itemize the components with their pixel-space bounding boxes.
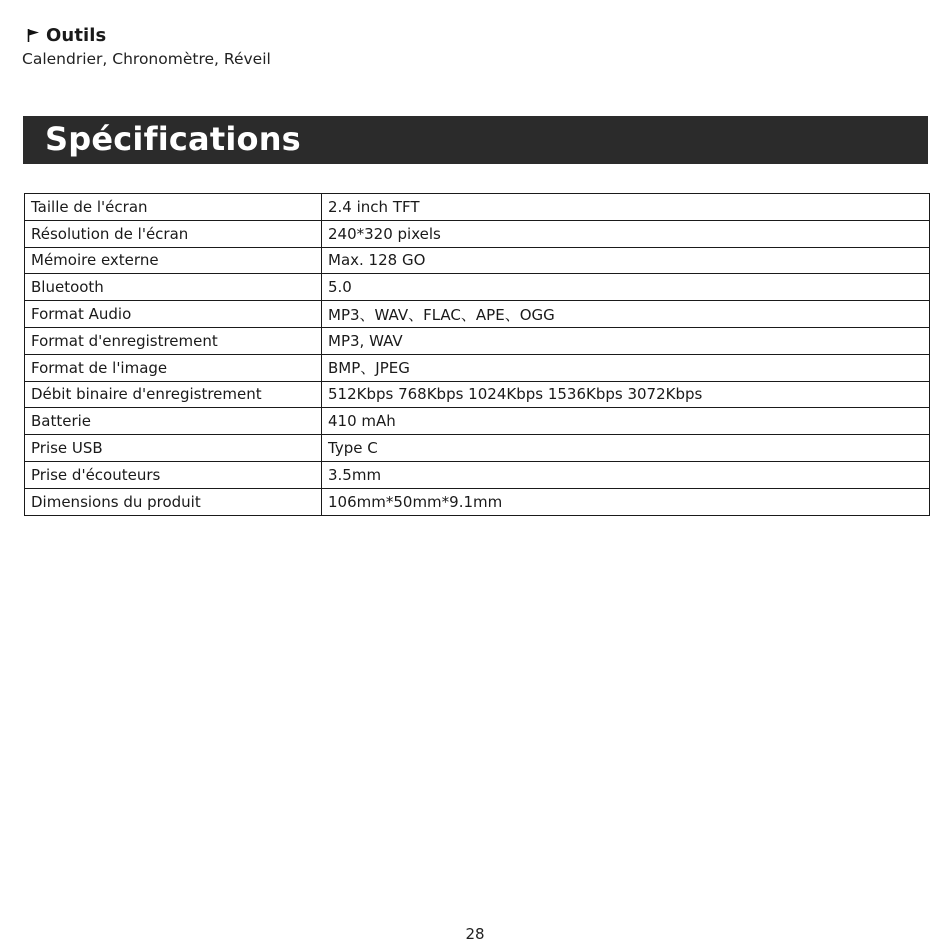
spec-value: MP3、WAV、FLAC、APE、OGG [322, 301, 930, 328]
table-row [25, 274, 930, 301]
spec-label: Résolution de l'écran [25, 220, 322, 247]
spec-value: BMP、JPEG [322, 354, 930, 381]
table-row [25, 247, 930, 274]
spec-label: Prise d'écouteurs [25, 461, 322, 488]
spec-value: Type C [322, 435, 930, 462]
tools-description: Calendrier, Chronomètre, Réveil [22, 50, 271, 68]
table-row [25, 220, 930, 247]
spec-value: 240*320 pixels [322, 220, 930, 247]
table-row [25, 461, 930, 488]
table-row [25, 301, 930, 328]
spec-label: Format de l'image [25, 354, 322, 381]
spec-value: 3.5mm [322, 461, 930, 488]
spec-label: Mémoire externe [25, 247, 322, 274]
spec-label: Débit binaire d'enregistrement [25, 381, 322, 408]
spec-value: 2.4 inch TFT [322, 194, 930, 221]
flag-icon [26, 27, 42, 43]
table-row [25, 194, 930, 221]
spec-value: 410 mAh [322, 408, 930, 435]
tools-title: Outils [46, 24, 107, 46]
spec-value: 5.0 [322, 274, 930, 301]
spec-value: 106mm*50mm*9.1mm [322, 488, 930, 515]
spec-label: Batterie [25, 408, 322, 435]
spec-label: Dimensions du produit [25, 488, 322, 515]
table-row [25, 488, 930, 515]
section-title: Spécifications [45, 120, 301, 158]
spec-label: Format Audio [25, 301, 322, 328]
spec-label: Taille de l'écran [25, 194, 322, 221]
spec-label: Format d'enregistrement [25, 327, 322, 354]
table-row [25, 327, 930, 354]
spec-value: Max. 128 GO [322, 247, 930, 274]
table-row [25, 408, 930, 435]
table-row [25, 381, 930, 408]
spec-label: Prise USB [25, 435, 322, 462]
spec-value: 512Kbps 768Kbps 1024Kbps 1536Kbps 3072Kbps [322, 381, 930, 408]
section-banner [23, 116, 928, 164]
tools-heading [26, 22, 106, 48]
page-number: 28 [465, 925, 485, 943]
table-row [25, 354, 930, 381]
spec-label: Bluetooth [25, 274, 322, 301]
spec-value: MP3, WAV [322, 327, 930, 354]
specifications-table [24, 193, 930, 516]
table-row [25, 435, 930, 462]
